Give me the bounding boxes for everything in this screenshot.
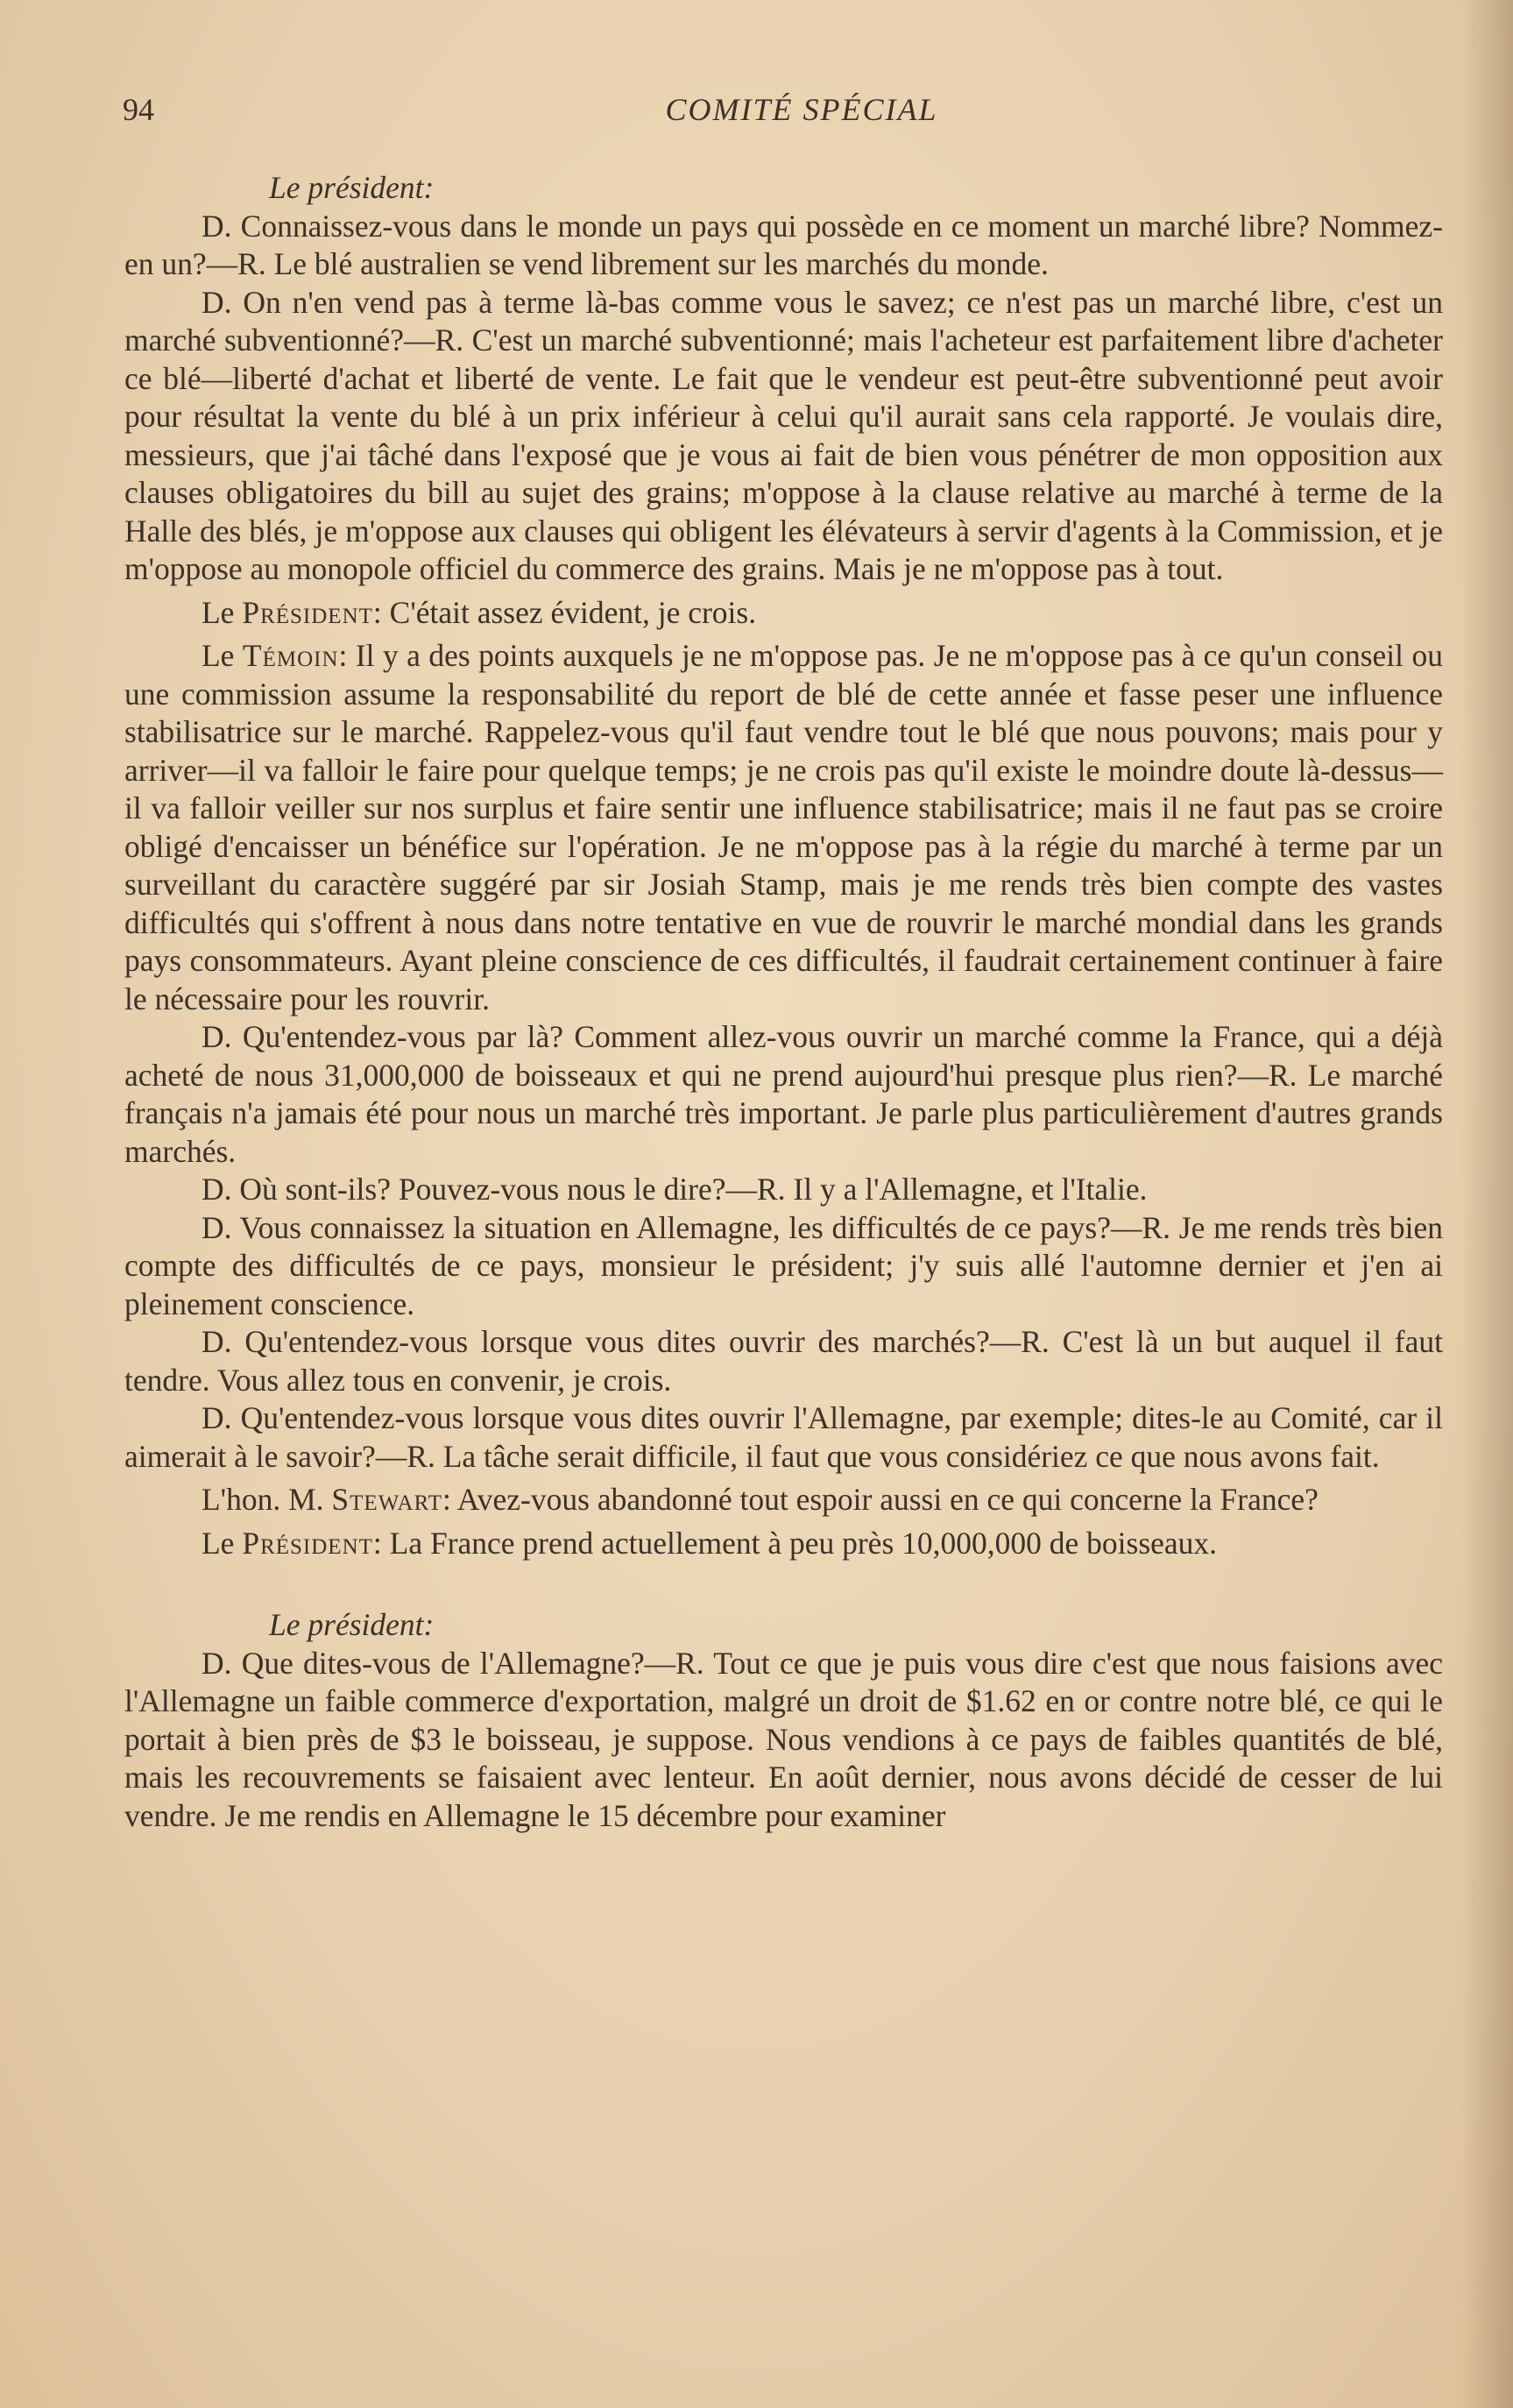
paragraph: D. Que dites-vous de l'Allemagne?—R. Tout ce que je puis vous dire c'est que nous faisions avec l'Allemagne un faible commerce d'exportation, malgré un droit de $1.62 en or contre notre blé, ce qui le portait à bien près de $3 le boisseau, je suppose. Nous vendions à ce pays de faibles quantités de blé, mais les recouvrements se faisaient avec lenteur. En août dernier, nous avons décidé de cesser de lui vendre. Je me rendis en Allemagne le 15 décembre pour examiner [124,1645,1443,1833]
page-title: COMITÉ SPÉCIAL [665,92,938,127]
paragraph: D. Vous connaissez la situation en Allemagne, les difficultés de ce pays?—R. Je me rends très bien compte des difficultés de ce pays, monsieur le président; j'y suis allé l'automne dernier et j'en ai pleinement conscience. [124,1209,1443,1321]
speaker-name: Président [242,594,373,630]
speaker-heading: Le président: [269,170,435,205]
page-edge-shadow [1460,0,1513,2408]
paragraph: D. Connaissez-vous dans le monde un pays qui possède en ce moment un marché libre? Nommez-en un?—R. Le blé australien se vend librement sur les marchés du monde. [124,208,1443,281]
speaker-paragraph: Le Président: La France prend actuellement à peu près 10,000,000 de boisseaux. [201,1525,1218,1561]
running-head [123,88,1454,131]
speaker-name: Témoin [242,638,339,673]
paragraph: D. Qu'entendez-vous lorsque vous dites ouvrir l'Allemagne, par exemple; dites-le au Comité, car il aimerait à le savoir?—R. La tâche serait difficile, il faut que vous considériez ce que nous avons fait. [124,1400,1443,1474]
paragraph: D. Qu'entendez-vous lorsque vous dites ouvrir des marchés?—R. C'est là un but auquel il faut tendre. Vous allez tous en convenir, je crois. [124,1324,1443,1398]
speaker-paragraph: Le Témoin: Il y a des points auxquels je ne m'oppose pas. Je ne m'oppose pas à ce qu'un conseil ou une commission assume la responsabilité du report de blé de cette année et fasse peser une influence stabilisatrice sur le marché. Rappelez-vous qu'il faut vendre tout le blé que nous pouvons; mais pour y arriver—il va falloir le faire pour quelque temps; je ne crois pas qu'il existe le moindre doute là-dessus—il va falloir veiller sur nos surplus et faire sentir une influence stabilisatrice; mais il ne faut pas se croire obligé d'encaisser un bénéfice sur l'opération. Je ne m'oppose pas à la régie du marché à terme par un surveillant du caractère suggéré par sir Josiah Stamp, mais je me rends très bien compte des vastes difficultés qui s'offrent à nous dans notre tentative en vue de rouvrir le marché mondial dans les grands pays consommateurs. Ayant pleine conscience de ces difficultés, il faudrait certainement continuer à faire le nécessaire pour les rouvrir. [124,638,1443,1016]
speaker-name: Stewart [331,1482,443,1517]
speaker-paragraph: L'hon. M. Stewart: Avez-vous abandonné tout espoir aussi en ce qui concerne la France? [201,1482,1319,1517]
paragraph: D. Où sont-ils? Pouvez-vous nous le dire?—R. Il y a l'Allemagne, et l'Italie. [201,1172,1148,1207]
paragraph: D. Qu'entendez-vous par là? Comment allez-vous ouvrir un marché comme la France, qui a déjà acheté de nous 31,000,000 de boisseaux et qui ne prend aujourd'hui presque plus rien?—R. Le marché français n'a jamais été pour nous un marché très important. Je parle plus particulièrement d'autres grands marchés. [124,1019,1443,1169]
speaker-heading: Le président: [269,1607,435,1642]
speaker-prefix: L'hon. M. [201,1482,332,1517]
speaker-prefix: Le [201,1525,243,1561]
body-text [124,162,1443,1835]
page-number: 94 [123,92,154,127]
paragraph: D. On n'en vend pas à terme là-bas comme vous le savez; ce n'est pas un marché libre, c'est un marché subventionné?—R. C'est un marché subventionné; mais l'acheteur est parfaitement libre d'acheter ce blé—liberté d'achat et liberté de vente. Le fait que le vendeur est peut-être subventionné peut avoir pour résultat la vente du blé à un prix inférieur à celui qu'il aurait sans cela rapporté. Je voulais dire, messieurs, que j'ai tâché dans l'exposé que je vous ai fait de bien vous pénétrer de mon opposition aux clauses obligatoires du bill au sujet des grains; m'oppose à la clause relative au marché à terme de la Halle des blés, je m'oppose aux clauses qui obligent les élévateurs à servir d'agents à la Commission, et je m'oppose au monopole officiel du commerce des grains. Mais je ne m'oppose pas à tout. [124,284,1443,586]
speaker-prefix: Le [201,638,243,673]
speaker-paragraph: Le Président: C'était assez évident, je crois. [201,594,757,630]
speaker-prefix: Le [201,594,243,630]
speaker-name: Président [242,1525,373,1561]
